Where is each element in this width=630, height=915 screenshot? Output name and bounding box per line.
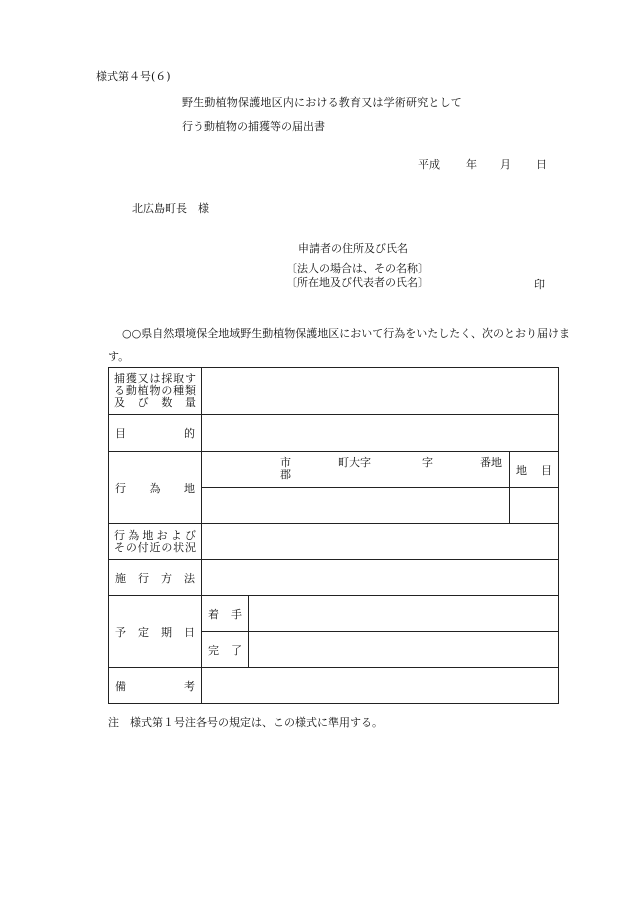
- addressee: 北広島町長 様: [132, 202, 209, 215]
- table-row: [109, 415, 559, 452]
- loc-town: 町大字: [338, 456, 371, 469]
- date-month: 月: [500, 158, 511, 171]
- seal-mark: 印: [534, 278, 545, 291]
- table-row: [109, 668, 559, 704]
- start-label: 着手: [202, 596, 249, 632]
- date-era: 平成: [418, 158, 440, 171]
- site-condition-field[interactable]: [202, 524, 559, 560]
- table-row: [109, 452, 559, 488]
- document-title-line1: 野生動植物保護地区内における教育又は学術研究として: [182, 96, 462, 109]
- loc-city: 市: [280, 456, 291, 469]
- loc-aza: 字: [422, 456, 433, 469]
- remarks-field[interactable]: [202, 668, 559, 704]
- land-category-label: 地目: [510, 452, 559, 488]
- location-label: 行為地: [109, 452, 202, 524]
- location-address-field[interactable]: [202, 488, 510, 524]
- table-row: [109, 596, 559, 632]
- species-label-line2: る動植物の種類: [114, 384, 196, 397]
- date-year: 年: [466, 158, 477, 171]
- species-label: [109, 368, 202, 415]
- species-label-line3: 及 び 数 量: [114, 396, 196, 409]
- footnote: 注 様式第１号注各号の規定は、この様式に準用する。: [108, 716, 383, 729]
- table-row: [109, 524, 559, 560]
- species-field[interactable]: [202, 368, 559, 415]
- site-condition-label-line2: その付近の状況: [114, 540, 196, 554]
- site-condition-label-line1: 行為地および: [114, 528, 196, 542]
- purpose-field[interactable]: [202, 415, 559, 452]
- method-field[interactable]: [202, 560, 559, 596]
- schedule-label: 予定期日: [109, 596, 202, 668]
- intro-text: ○○県自然環境保全地域野生動植物保護地区において行為をいたしたく、次のとおり届けます。: [108, 327, 570, 363]
- start-date-field[interactable]: [249, 596, 559, 632]
- species-label-line1: 捕獲又は採取す: [114, 372, 196, 385]
- location-address-header: [202, 452, 510, 488]
- purpose-label: 目的: [109, 415, 202, 452]
- site-condition-label: [109, 524, 202, 560]
- corporation-note-line2: 〔所在地及び代表者の氏名〕: [286, 276, 429, 289]
- applicant-label: 申請者の住所及び氏名: [298, 242, 408, 255]
- loc-banchi: 番地: [480, 456, 502, 469]
- corporation-note-line1: 〔法人の場合は、その名称〕: [286, 262, 429, 275]
- form-number: 様式第４号(６): [96, 70, 171, 83]
- table-row: [109, 368, 559, 415]
- date-day: 日: [536, 158, 547, 171]
- loc-gun: 郡: [280, 468, 291, 481]
- remarks-label: 備考: [109, 668, 202, 704]
- method-label: 施行方法: [109, 560, 202, 596]
- end-date-field[interactable]: [249, 632, 559, 668]
- end-label: 完了: [202, 632, 249, 668]
- land-category-field[interactable]: [510, 488, 559, 524]
- notification-form-table: [108, 367, 559, 704]
- document-title-line2: 行う動植物の捕獲等の届出書: [182, 120, 325, 133]
- corporation-note: [286, 262, 429, 290]
- table-row: [109, 560, 559, 596]
